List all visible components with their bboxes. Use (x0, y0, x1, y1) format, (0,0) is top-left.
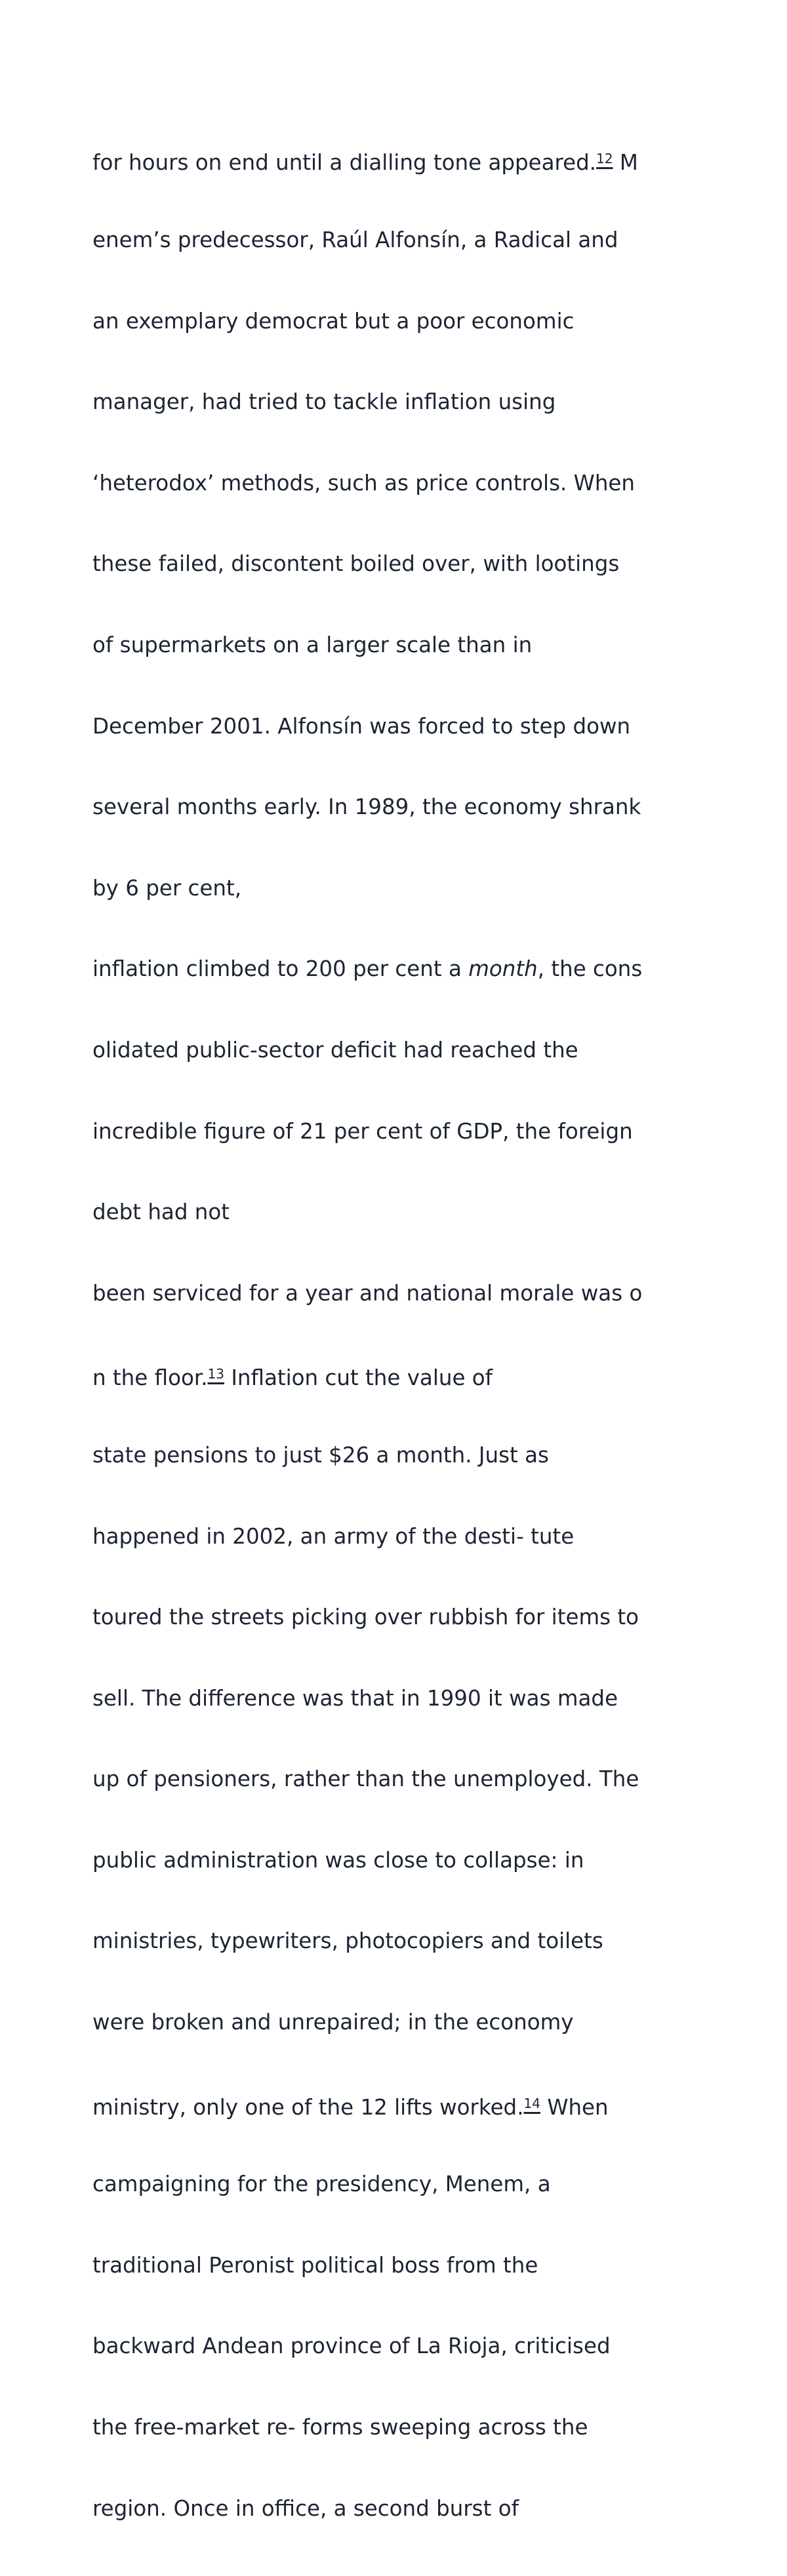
line-text: region. Once in office, a second burst of (92, 2495, 519, 2521)
line-text: M (613, 150, 638, 176)
line-text: backward Andean province of La Rioja, criticised (92, 2333, 611, 2359)
footnote-link-14[interactable]: 14 (523, 2095, 540, 2111)
text-line (92, 1766, 702, 1793)
line-text: ‘heterodox’ methods, such as price controls. When (92, 470, 636, 496)
line-text: an exemplary democrat but a poor economic (92, 308, 575, 334)
line-text: public administration was close to collapse: in (92, 1847, 584, 1873)
line-text: happened in 2002, an army of the desti- tute (92, 1523, 575, 1549)
text-line (92, 2495, 702, 2522)
emphasized-word: month (468, 956, 538, 982)
text-line (92, 308, 702, 335)
line-text: sell. The difference was that in 1990 it was made (92, 1685, 618, 1711)
text-line (92, 1037, 702, 1064)
line-text: state pensions to just $26 a month. Just as (92, 1442, 549, 1468)
text-line (92, 875, 702, 902)
text-line (92, 1928, 702, 1955)
text-line (92, 2090, 702, 2120)
line-text: ministries, typewriters, photocopiers and toilets (92, 1928, 603, 1954)
line-text: manager, had tried to tackle inflation using (92, 389, 556, 415)
text-line (92, 1280, 702, 1307)
text-line (92, 713, 702, 740)
text-line (92, 551, 702, 577)
text-line (92, 470, 702, 497)
text-line (92, 146, 702, 176)
text-line (92, 1847, 702, 1874)
line-text: for hours on end until a dialling tone appeared. (92, 150, 597, 176)
line-text: December 2001. Alfonsín was forced to step down (92, 713, 631, 739)
text-line (92, 1604, 702, 1631)
line-text: , the cons (537, 956, 643, 982)
text-line (92, 1199, 702, 1226)
line-text: campaigning for the presidency, Menem, a (92, 2172, 551, 2197)
line-text: the free-market re- forms sweeping across the (92, 2415, 588, 2440)
line-text: n the floor. (92, 1365, 208, 1391)
text-line (92, 2252, 702, 2279)
line-text: Inflation cut the value of (224, 1365, 493, 1391)
line-text: olidated public-sector deficit had reached the (92, 1037, 578, 1063)
body-text (92, 92, 702, 2576)
footnote-link-13[interactable]: 13 (207, 1366, 224, 1382)
line-text: ministry, only one of the 12 lifts worked. (92, 2094, 524, 2120)
text-line (92, 227, 702, 254)
text-line (92, 1442, 702, 1469)
text-line (92, 794, 702, 821)
line-text: of supermarkets on a larger scale than in (92, 632, 533, 657)
line-text: were broken and unrepaired; in the economy (92, 2010, 574, 2035)
line-text: toured the streets picking over rubbish for items to (92, 1605, 639, 1630)
text-line (92, 1361, 702, 1391)
line-text: enem’s predecessor, Raúl Alfonsín, a Radical and (92, 227, 618, 252)
line-text: up of pensioners, rather than the unemployed. The (92, 1766, 639, 1792)
text-line (92, 2009, 702, 2036)
footnote-link-12[interactable]: 12 (596, 151, 613, 167)
line-text: inflation climbed to 200 per cent a (92, 956, 469, 982)
line-text: When (540, 2094, 609, 2120)
text-line (92, 2414, 702, 2441)
line-text: these failed, discontent boiled over, with lootings (92, 551, 620, 577)
line-text: incredible figure of 21 per cent of GDP, the foreign (92, 1118, 633, 1144)
line-text: several months early. In 1989, the economy shrank (92, 794, 641, 820)
line-text: been serviced for a year and national morale was o (92, 1280, 643, 1306)
text-line (92, 2171, 702, 2198)
text-line (92, 1118, 702, 1145)
text-line (92, 389, 702, 416)
text-line (92, 1685, 702, 1712)
text-line (92, 2333, 702, 2360)
line-text: traditional Peronist political boss from the (92, 2252, 538, 2278)
text-line (92, 1523, 702, 1550)
text-line (92, 956, 702, 983)
text-line (92, 632, 702, 659)
line-text: debt had not (92, 1200, 230, 1225)
line-text: by 6 per cent, (92, 875, 242, 901)
